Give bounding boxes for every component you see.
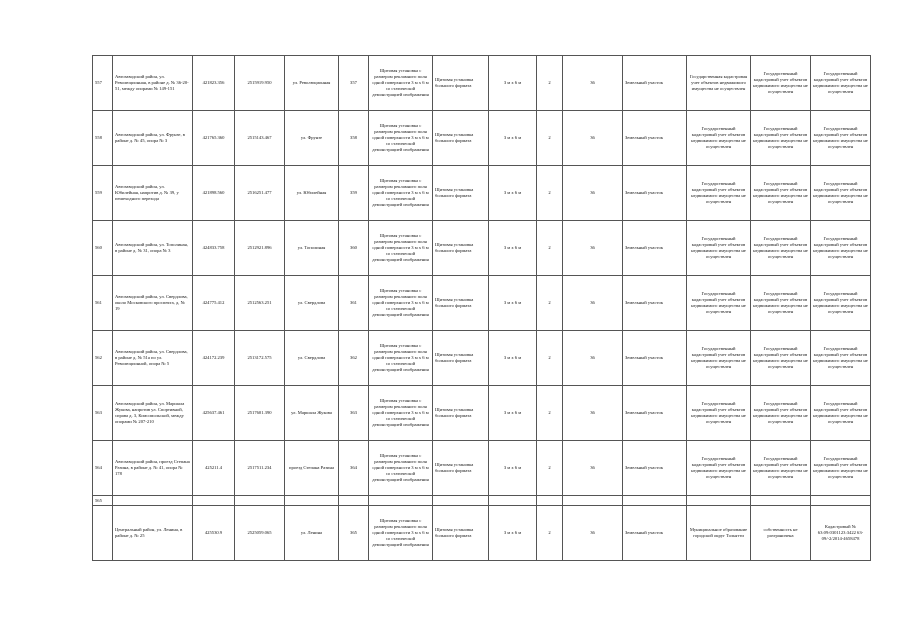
ownership-cell-3: Государственный кадастровый учет объектов недвижимого имущества не осуществлен <box>811 56 871 111</box>
table-row <box>93 221 871 276</box>
tag-cell: 364 <box>339 441 369 496</box>
ownership-cell-2: Государственный кадастровый учет объектов недвижимого имущества не осуществлен <box>751 386 811 441</box>
street-cell: ул. Свердлова <box>285 331 339 386</box>
description-cell: Щитовая установка с размером рекламного поля одной поверхности 3 м х 6 м со статической демонстрацией изображения <box>369 166 433 221</box>
empty-cell <box>285 496 339 506</box>
area-cell: 36 <box>563 506 623 561</box>
empty-cell <box>563 496 623 506</box>
sides-cell: 2 <box>537 166 563 221</box>
sides-cell: 2 <box>537 221 563 276</box>
row-number: 560 <box>93 221 113 276</box>
ownership-cell-3: Государственный кадастровый учет объектов недвижимого имущества не осуществлен <box>811 441 871 496</box>
land-cell: Земельный участок <box>623 331 687 386</box>
area-cell: 36 <box>563 166 623 221</box>
coord-x-cell: 421898.560 <box>193 166 235 221</box>
ownership-cell-1: Муниципальное образование городской округ Тольятти <box>687 506 751 561</box>
tag-cell: 358 <box>339 111 369 166</box>
description-cell: Щитовая установка с размером рекламного поля одной поверхности 3 м х 6 м со статической демонстрацией изображения <box>369 386 433 441</box>
street-cell: проезд Степана Разина <box>285 441 339 496</box>
address-cell: Автозаводский район, ул. Свердлова, в районе д. № 51а по ул. Революционной, опора № 5 <box>113 331 193 386</box>
street-cell: ул. Свердлова <box>285 276 339 331</box>
empty-cell <box>369 496 433 506</box>
type-cell: Щитовая установка большого формата <box>433 441 489 496</box>
land-cell: Земельный участок <box>623 276 687 331</box>
table-row <box>93 506 871 561</box>
ownership-cell-3: Государственный кадастровый учет объектов недвижимого имущества не осуществлен <box>811 221 871 276</box>
ownership-cell-2: Государственный кадастровый учет объектов недвижимого имущества не осуществлен <box>751 111 811 166</box>
coord-y-cell: 2525059.065 <box>235 506 285 561</box>
table-row <box>93 56 871 111</box>
empty-cell <box>235 496 285 506</box>
coord-y-cell: 2516251.477 <box>235 166 285 221</box>
type-cell: Щитовая установка большого формата <box>433 221 489 276</box>
tag-cell: 360 <box>339 221 369 276</box>
land-cell: Земельный участок <box>623 56 687 111</box>
description-cell: Щитовая установка с размером рекламного поля одной поверхности 3 м х 6 м со статической демонстрацией изображения <box>369 331 433 386</box>
address-cell: Автозаводский район, ул. Юбилейная, напротив д. № 39, у пешеходного перехода <box>113 166 193 221</box>
coord-x-cell: 421765.360 <box>193 111 235 166</box>
table-row <box>93 166 871 221</box>
coord-y-cell: 2515919.950 <box>235 56 285 111</box>
ownership-cell-1: Государственный кадастровый учет объектов недвижимого имущества не осуществлен <box>687 276 751 331</box>
sides-cell: 2 <box>537 386 563 441</box>
row-number: 564 <box>93 441 113 496</box>
tag-cell: 359 <box>339 166 369 221</box>
type-cell: Щитовая установка большого формата <box>433 56 489 111</box>
street-cell: ул. Тополиная <box>285 221 339 276</box>
tag-cell: 362 <box>339 331 369 386</box>
ownership-cell-1: Государственный кадастровый учет объектов недвижимого имущества не осуществлен <box>687 111 751 166</box>
type-cell: Щитовая установка большого формата <box>433 386 489 441</box>
area-cell: 36 <box>563 111 623 166</box>
ownership-cell-3: Государственный кадастровый учет объектов недвижимого имущества не осуществлен <box>811 386 871 441</box>
coord-y-cell: 2513172.575 <box>235 331 285 386</box>
coord-x-cell: 425530.9 <box>193 506 235 561</box>
street-cell: ул. Фрунзе <box>285 111 339 166</box>
area-cell: 36 <box>563 441 623 496</box>
ownership-cell-2: Государственный кадастровый учет объектов недвижимого имущества не осуществлен <box>751 221 811 276</box>
ownership-cell-3: Государственный кадастровый учет объектов недвижимого имущества не осуществлен <box>811 276 871 331</box>
size-cell: 3 м х 6 м <box>489 386 537 441</box>
empty-cell <box>687 496 751 506</box>
tag-cell: 365 <box>339 506 369 561</box>
tag-cell: 361 <box>339 276 369 331</box>
row-number <box>93 506 113 561</box>
ownership-cell-2: Государственный кадастровый учет объектов недвижимого имущества не осуществлен <box>751 441 811 496</box>
sides-cell: 2 <box>537 331 563 386</box>
coord-y-cell: 2515143.467 <box>235 111 285 166</box>
table-row <box>93 111 871 166</box>
coord-y-cell: 2517511.234 <box>235 441 285 496</box>
advertising-structures-table <box>92 55 871 561</box>
table-row <box>93 441 871 496</box>
type-cell: Щитовая установка большого формата <box>433 166 489 221</box>
area-cell: 36 <box>563 221 623 276</box>
tag-cell: 357 <box>339 56 369 111</box>
street-cell: ул. Революционная <box>285 56 339 111</box>
land-cell: Земельный участок <box>623 386 687 441</box>
tag-cell: 363 <box>339 386 369 441</box>
row-number: 561 <box>93 276 113 331</box>
description-cell: Щитовая установка с размером рекламного поля одной поверхности 3 м х 6 м со статической демонстрацией изображения <box>369 111 433 166</box>
area-cell: 36 <box>563 331 623 386</box>
type-cell: Щитовая установка большого формата <box>433 111 489 166</box>
table-row <box>93 276 871 331</box>
description-cell: Щитовая установка с размером рекламного поля одной поверхности 3 м х 6 м со статической демонстрацией изображения <box>369 56 433 111</box>
ownership-cell-3: Кадастровый № 63:09:0301123:3422 63-09/-2/2014-4658478 <box>811 506 871 561</box>
row-number: 562 <box>93 331 113 386</box>
coord-x-cell: 421823.356 <box>193 56 235 111</box>
sides-cell: 2 <box>537 276 563 331</box>
address-cell: Автозаводский район, проезд Степана Разина, в районе д. № 41, опора № 178 <box>113 441 193 496</box>
row-number: 563 <box>93 386 113 441</box>
ownership-cell-1: Государственная кадастровая учет объектов недвижимого имущества не осуществлен <box>687 56 751 111</box>
area-cell: 36 <box>563 56 623 111</box>
land-cell: Земельный участок <box>623 506 687 561</box>
street-cell: ул. Ленина <box>285 506 339 561</box>
ownership-cell-1: Государственный кадастровый учет объектов недвижимого имущества не осуществлен <box>687 386 751 441</box>
coord-x-cell: 424172.239 <box>193 331 235 386</box>
table-row <box>93 386 871 441</box>
ownership-cell-1: Государственный кадастровый учет объектов недвижимого имущества не осуществлен <box>687 221 751 276</box>
empty-cell <box>489 496 537 506</box>
empty-cell <box>433 496 489 506</box>
type-cell: Щитовая установка большого формата <box>433 506 489 561</box>
description-cell: Щитовая установка с размером рекламного поля одной поверхности 3 м х 6 м со статической демонстрацией изображения <box>369 221 433 276</box>
ownership-cell-2: Государственный кадастровый учет объектов недвижимого имущества не осуществлен <box>751 276 811 331</box>
ownership-cell-2: Государственный кадастровый учет объектов недвижимого имущества не осуществлен <box>751 331 811 386</box>
description-cell: Щитовая установка с размером рекламного поля одной поверхности 3 м х 6 м со статической демонстрацией изображения <box>369 441 433 496</box>
size-cell: 3 м х 6 м <box>489 56 537 111</box>
area-cell: 36 <box>563 386 623 441</box>
ownership-cell-2: Государственный кадастровый учет объектов недвижимого имущества не осуществлен <box>751 56 811 111</box>
empty-cell <box>751 496 811 506</box>
coord-x-cell: 424833.758 <box>193 221 235 276</box>
row-number: 558 <box>93 111 113 166</box>
street-cell: ул. Юбилейная <box>285 166 339 221</box>
coord-y-cell: 2512921.896 <box>235 221 285 276</box>
ownership-cell-2: Государственный кадастровый учет объектов недвижимого имущества не осуществлен <box>751 166 811 221</box>
coord-x-cell: 425637.461 <box>193 386 235 441</box>
description-cell: Щитовая установка с размером рекламного поля одной поверхности 3 м х 6 м со статической демонстрацией изображения <box>369 506 433 561</box>
street-cell: ул. Маршала Жукова <box>285 386 339 441</box>
empty-cell <box>339 496 369 506</box>
sides-cell: 2 <box>537 441 563 496</box>
ownership-cell-1: Государственный кадастровый учет объектов недвижимого имущества не осуществлен <box>687 331 751 386</box>
land-cell: Земельный участок <box>623 166 687 221</box>
size-cell: 3 м х 6 м <box>489 221 537 276</box>
empty-cell <box>193 496 235 506</box>
address-cell: Автозаводский район, ул. Революционная, в районе д. № 36-20-51, между опорами № 149-151 <box>113 56 193 111</box>
ownership-cell-3: Государственный кадастровый учет объектов недвижимого имущества не осуществлен <box>811 166 871 221</box>
area-cell: 36 <box>563 276 623 331</box>
empty-cell <box>623 496 687 506</box>
sides-cell: 2 <box>537 506 563 561</box>
table-row <box>93 496 871 506</box>
type-cell: Щитовая установка большого формата <box>433 331 489 386</box>
address-cell: Автозаводский район, ул. Тополиная, в районе д. № 31, опора № 3 <box>113 221 193 276</box>
empty-cell <box>537 496 563 506</box>
coord-y-cell: 2517601.390 <box>235 386 285 441</box>
size-cell: 3 м х 6 м <box>489 506 537 561</box>
ownership-cell-3: Государственный кадастровый учет объектов недвижимого имущества не осуществлен <box>811 111 871 166</box>
size-cell: 3 м х 6 м <box>489 276 537 331</box>
address-cell: Автозаводский район, ул. Фрунзе, в районе д. № 45, опора № 3 <box>113 111 193 166</box>
sides-cell: 2 <box>537 56 563 111</box>
row-number: 559 <box>93 166 113 221</box>
description-cell: Щитовая установка с размером рекламного поля одной поверхности 3 м х 6 м со статической демонстрацией изображения <box>369 276 433 331</box>
ownership-cell-2: собственность не разграничена <box>751 506 811 561</box>
size-cell: 3 м х 6 м <box>489 111 537 166</box>
land-cell: Земельный участок <box>623 221 687 276</box>
land-cell: Земельный участок <box>623 111 687 166</box>
coord-x-cell: 424775.412 <box>193 276 235 331</box>
address-cell: Автозаводский район, ул. Маршала Жукова, напротив ул. Спортивной, справа д. 3, Комсомольской, между опорами № 207-210 <box>113 386 193 441</box>
empty-cell <box>811 496 871 506</box>
table-row <box>93 331 871 386</box>
empty-cell <box>113 496 193 506</box>
ownership-cell-3: Государственный кадастровый учет объектов недвижимого имущества не осуществлен <box>811 331 871 386</box>
row-number: 565 <box>93 496 113 506</box>
size-cell: 3 м х 6 м <box>489 441 537 496</box>
sides-cell: 2 <box>537 111 563 166</box>
address-cell: Автозаводский район, ул. Свердлова, около Московского проспекта, д. № 19 <box>113 276 193 331</box>
address-cell: Центральный район, ул. Ленина, в районе д. № 25 <box>113 506 193 561</box>
coord-x-cell: 425211.4 <box>193 441 235 496</box>
size-cell: 3 м х 6 м <box>489 331 537 386</box>
row-number: 557 <box>93 56 113 111</box>
coord-y-cell: 2512563.251 <box>235 276 285 331</box>
land-cell: Земельный участок <box>623 441 687 496</box>
ownership-cell-1: Государственный кадастровый учет объектов недвижимого имущества не осуществлен <box>687 166 751 221</box>
ownership-cell-1: Государственный кадастровый учет объектов недвижимого имущества не осуществлен <box>687 441 751 496</box>
size-cell: 3 м х 6 м <box>489 166 537 221</box>
type-cell: Щитовая установка большого формата <box>433 276 489 331</box>
